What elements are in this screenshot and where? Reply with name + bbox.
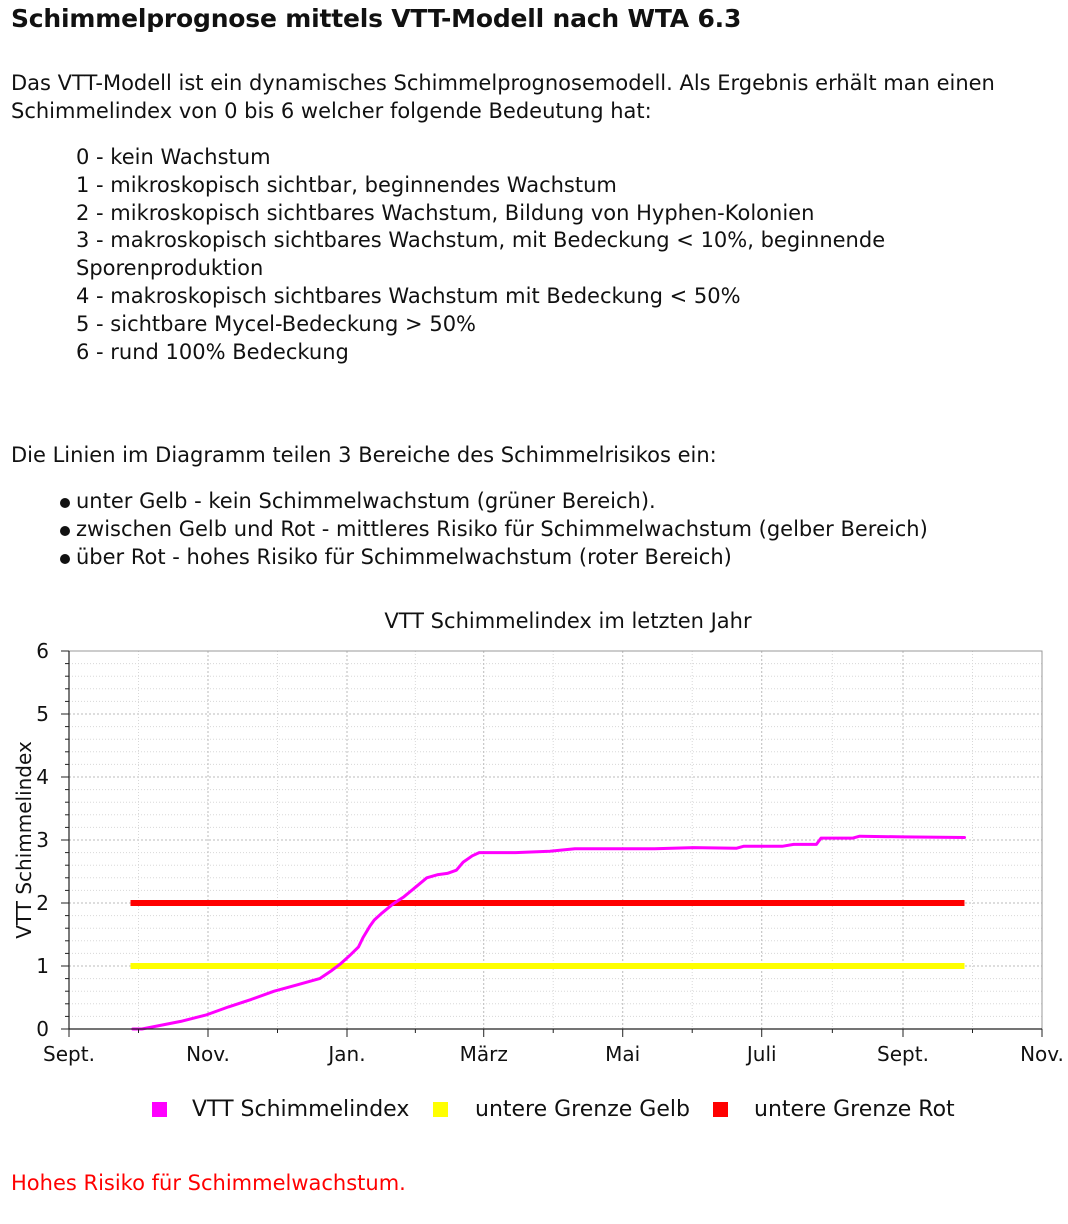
x-tick-label: März [459,1042,508,1066]
chart-legend [152,1097,955,1122]
x-tick-label: Juli [746,1042,777,1066]
x-tick-label: Nov. [1020,1042,1064,1066]
y-tick-label: 4 [36,765,49,789]
index-level-item: 6 - rund 100% Bedeckung [76,339,349,364]
risk-status-text: Hohes Risiko für Schimmelwachstum. [11,1171,406,1195]
risk-range-item: unter Gelb - kein Schimmelwachstum (grüner Bereich). [58,488,928,516]
legend-label: untere Grenze Rot [754,1097,955,1122]
legend-label: untere Grenze Gelb [475,1097,690,1122]
x-tick-label: Nov. [186,1042,230,1066]
chart-title: VTT Schimmelindex im letzten Jahr [384,609,752,633]
ranges-intro-text: Die Linien im Diagramm teilen 3 Bereiche des Schimmelrisikos ein: [11,443,717,467]
index-level-item: 3 - makroskopisch sichtbares Wachstum, mit Bedeckung < 10%, beginnende Sporenproduktion [76,228,886,281]
index-level-item: 0 - kein Wachstum [76,145,271,169]
index-level-list [76,144,956,366]
legend-swatch [152,1102,167,1117]
page-title: Schimmelprognose mittels VTT-Modell nach WTA 6.3 [11,4,742,33]
y-tick-label: 2 [36,891,49,915]
x-tick-label: Sept. [43,1042,95,1066]
mold-index-chart [0,600,1068,1140]
index-level-item: 1 - mikroskopisch sichtbar, beginnendes Wachstum [76,172,617,197]
risk-range-list [58,488,928,571]
y-tick-label: 3 [36,828,49,852]
y-tick-label: 5 [36,702,49,726]
chart-grid [69,651,1042,1029]
index-level-item: 4 - makroskopisch sichtbares Wachstum mit Bedeckung < 50% [76,283,741,308]
legend-label: VTT Schimmelindex [192,1097,410,1122]
index-level-item: 2 - mikroskopisch sichtbares Wachstum, Bildung von Hyphen-Kolonien [76,200,815,225]
risk-range-item: über Rot - hohes Risiko für Schimmelwachstum (roter Bereich) [58,544,928,572]
y-tick-label: 6 [36,639,49,663]
legend-swatch [433,1102,448,1117]
y-tick-label: 0 [36,1017,49,1041]
x-tick-label: Mai [605,1042,641,1066]
index-level-item: 5 - sichtbare Mycel-Bedeckung > 50% [76,311,477,336]
x-tick-label: Sept. [877,1042,929,1066]
risk-range-item: zwischen Gelb und Rot - mittleres Risiko für Schimmelwachstum (gelber Bereich) [58,516,928,544]
legend-swatch [713,1102,728,1117]
series-line-mold-index [133,836,965,1029]
intro-text: Das VTT-Modell ist ein dynamisches Schimmelprognosemodell. Als Ergebnis erhält man einen Schimmelindex von 0 bis 6 welcher folgende Bedeutung hat: [11,71,995,123]
y-axis-label: VTT Schimmelindex [12,741,36,939]
y-tick-label: 1 [36,954,49,978]
x-tick-label: Jan. [328,1042,366,1066]
